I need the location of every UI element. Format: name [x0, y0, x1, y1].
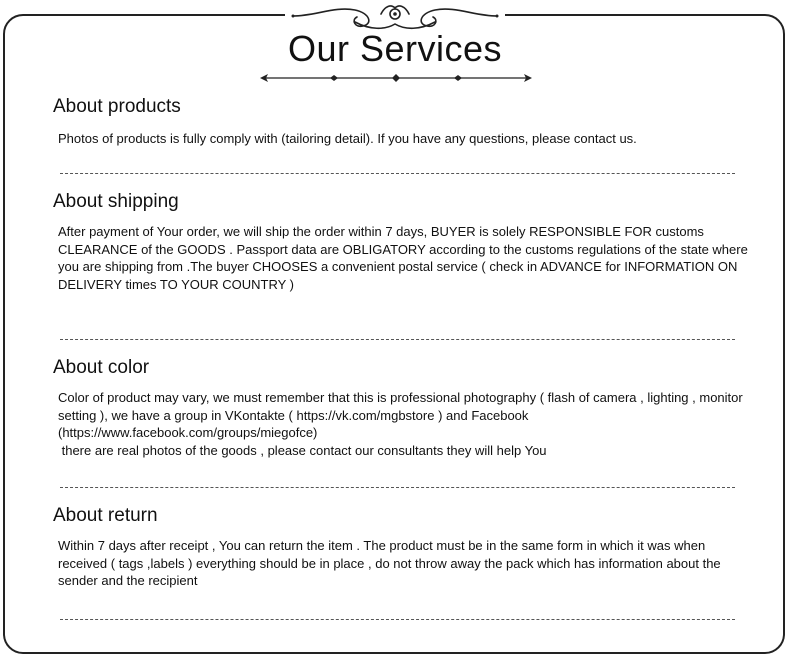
section-body — [58, 130, 743, 148]
section-about-color — [53, 357, 743, 459]
body-line: sender and the recipient — [58, 573, 198, 588]
body-line: Photos of products is fully comply with (tailoring detail). If you have any questions, please contact us. — [58, 131, 637, 146]
body-line: Within 7 days after receipt , You can return the item . The product must be in the same form in which it was when — [58, 538, 706, 553]
section-heading: About shipping — [53, 191, 179, 212]
section-about-return — [53, 505, 743, 590]
title-divider-ornament-icon — [260, 70, 532, 86]
section-body — [58, 537, 743, 590]
page-title: Our Services — [287, 28, 503, 69]
section-divider — [60, 173, 735, 174]
body-line: CLEARANCE of the GOODS . Passport data are OBLIGATORY according to the customs regulations of the state where — [58, 241, 748, 257]
section-divider — [60, 339, 735, 340]
section-heading: About products — [53, 96, 181, 117]
section-heading: About return — [53, 505, 158, 526]
section-heading: About color — [53, 357, 150, 378]
section-divider — [60, 619, 735, 620]
section-about-products — [53, 96, 743, 148]
section-body — [58, 223, 748, 293]
section-body — [58, 389, 743, 459]
body-line: received ( tags ,labels ) everything should be in place , do not throw away the pack which has information about the — [58, 555, 721, 571]
body-line: setting ), we have a group in VKontakte ( https://vk.com/mgbstore ) and Facebook — [58, 407, 529, 423]
section-divider — [60, 487, 735, 488]
body-line: DELIVERY times TO YOUR COUNTRY ) — [58, 276, 294, 292]
body-line: you are shipping from .The buyer CHOOSES a convenient postal service ( check in ADVANCE for INFORMATION ON — [58, 259, 738, 274]
section-about-shipping — [53, 191, 748, 293]
body-line: (https://www.facebook.com/groups/miegofce) — [58, 425, 318, 440]
body-line: Color of product may vary, we must remember that this is professional photography ( flash of camera , lighting , monitor — [58, 390, 743, 405]
body-line: After payment of Your order, we will ship the order within 7 days, BUYER is solely RESPONSIBLE FOR customs — [58, 224, 704, 239]
body-line: there are real photos of the goods , please contact our consultants they will help You — [58, 442, 547, 458]
